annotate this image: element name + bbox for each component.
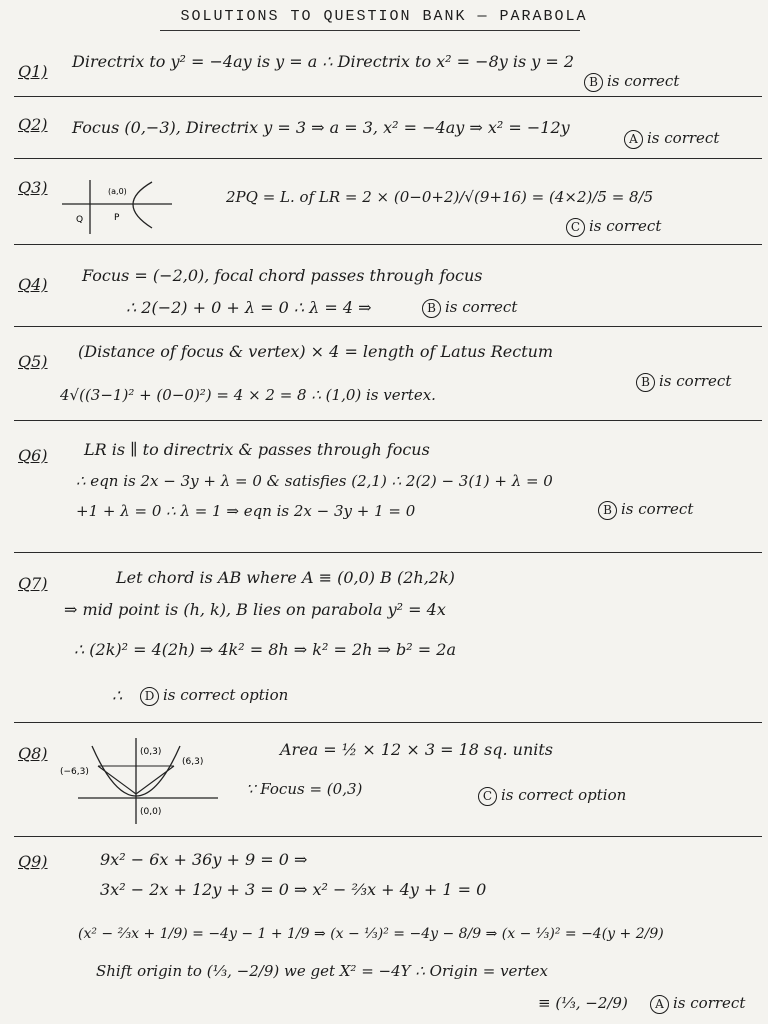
solution-line: Focus = (−2,0), focal chord passes through focus [82, 266, 483, 285]
solution-line: 2PQ = L. of LR = 2 × (0−0+2)/√(9+16) = (4×2)/5 = 8/5 [226, 188, 654, 206]
divider [14, 158, 762, 159]
solution-line: (x² − ⅔x + 1/9) = −4y − 1 + 1/9 ⇒ (x − ⅓)² = −4y − 8/9 ⇒ (x − ⅓)² = −4(y + 2/9) [78, 926, 664, 942]
answer [650, 994, 745, 1014]
solution-line: 9x² − 6x + 36y + 9 = 0 ⇒ [100, 850, 308, 869]
diagram-label-right: (6,3) [182, 757, 204, 767]
answer-text: is correct [647, 129, 720, 147]
answer-text: is correct option [501, 786, 627, 804]
divider [14, 722, 762, 723]
diagram-label-p: P [114, 213, 120, 223]
solution-line: ∵ Focus = (0,3) [246, 780, 363, 798]
question-label: Q4) [18, 275, 48, 294]
answer-text: is correct [589, 217, 662, 235]
solution-line: ∴ eqn is 2x − 3y + λ = 0 & satisfies (2,1) ∴ 2(2) − 3(1) + λ = 0 [76, 472, 553, 490]
answer [584, 72, 679, 92]
answer-option: A [624, 130, 643, 149]
solution-line: Directrix to y² = −4ay is y = a ∴ Directrix to x² = −8y is y = 2 [72, 52, 575, 71]
question-label: Q8) [18, 744, 48, 763]
answer-option: D [140, 687, 159, 706]
solution-line: Shift origin to (⅓, −2/9) we get X² = −4Y ∴ Origin = vertex [96, 962, 548, 980]
solution-line: Let chord is AB where A ≡ (0,0) B (2h,2k) [116, 568, 455, 587]
question-label: Q7) [18, 574, 48, 593]
solution-line: 3x² − 2x + 12y + 3 = 0 ⇒ x² − ⅔x + 4y + 1 = 0 [100, 880, 487, 899]
question-label: Q1) [18, 62, 48, 81]
answer [478, 786, 626, 806]
question-label: Q6) [18, 446, 48, 465]
solution-line: +1 + λ = 0 ∴ λ = 1 ⇒ eqn is 2x − 3y + 1 = 0 [76, 502, 416, 520]
answer-text: is correct [445, 298, 518, 316]
solution-line: Area = ½ × 12 × 3 = 18 sq. units [280, 740, 554, 759]
solution-line: Focus (0,−3), Directrix y = 3 ⇒ a = 3, x² = −4ay ⇒ x² = −12y [72, 118, 570, 137]
answer [422, 298, 517, 318]
divider [14, 96, 762, 97]
answer-option: B [584, 73, 603, 92]
diagram-label-q: Q [76, 215, 84, 225]
answer [624, 129, 719, 149]
answer-option: B [636, 373, 655, 392]
solution-line: ∴ (2k)² = 4(2h) ⇒ 4k² = 8h ⇒ k² = 2h ⇒ b² = 2a [74, 640, 456, 659]
solution-line: ⇒ mid point is (h, k), B lies on parabola y² = 4x [64, 600, 446, 619]
question-label: Q2) [18, 115, 48, 134]
divider [14, 552, 762, 553]
answer-text: is correct option [163, 686, 289, 704]
solution-line: 4√((3−1)² + (0−0)²) = 4 × 2 = 8 ∴ (1,0) is vertex. [60, 386, 436, 404]
answer-option: B [422, 299, 441, 318]
answer-option: C [566, 218, 585, 237]
divider [14, 836, 762, 837]
answer [636, 372, 731, 392]
divider [14, 244, 762, 245]
solution-line: LR is ∥ to directrix & passes through focus [84, 440, 430, 459]
answer-option: B [598, 501, 617, 520]
answer-text: is correct [659, 372, 732, 390]
question-label: Q9) [18, 852, 48, 871]
parabola-diagram [62, 176, 172, 236]
diagram-label-left: (−6,3) [60, 767, 89, 777]
answer-option: C [478, 787, 497, 806]
divider [14, 420, 762, 421]
parabola-diagram [58, 736, 228, 826]
answer [140, 686, 288, 706]
answer-option: A [650, 995, 669, 1014]
answer-text: is correct [673, 994, 746, 1012]
answer-text: is correct [607, 72, 680, 90]
question-label: Q5) [18, 352, 48, 371]
answer [566, 217, 661, 237]
answer [598, 500, 693, 520]
diagram-label-focus: (0,3) [140, 747, 162, 757]
solution-line: ∴ [112, 686, 123, 705]
solution-line: ≡ (⅓, −2/9) [538, 994, 628, 1012]
question-label: Q3) [18, 178, 48, 197]
divider [14, 326, 762, 327]
page-title: SOLUTIONS TO QUESTION BANK — PARABOLA [180, 8, 588, 25]
diagram-label-vertex: (0,0) [140, 807, 162, 817]
answer-text: is correct [621, 500, 694, 518]
title-underline [160, 30, 580, 31]
solution-line: (Distance of focus & vertex) × 4 = length of Latus Rectum [78, 342, 554, 361]
solution-line: ∴ 2(−2) + 0 + λ = 0 ∴ λ = 4 ⇒ [126, 298, 372, 317]
diagram-label-focus: (a,0) [108, 187, 127, 196]
